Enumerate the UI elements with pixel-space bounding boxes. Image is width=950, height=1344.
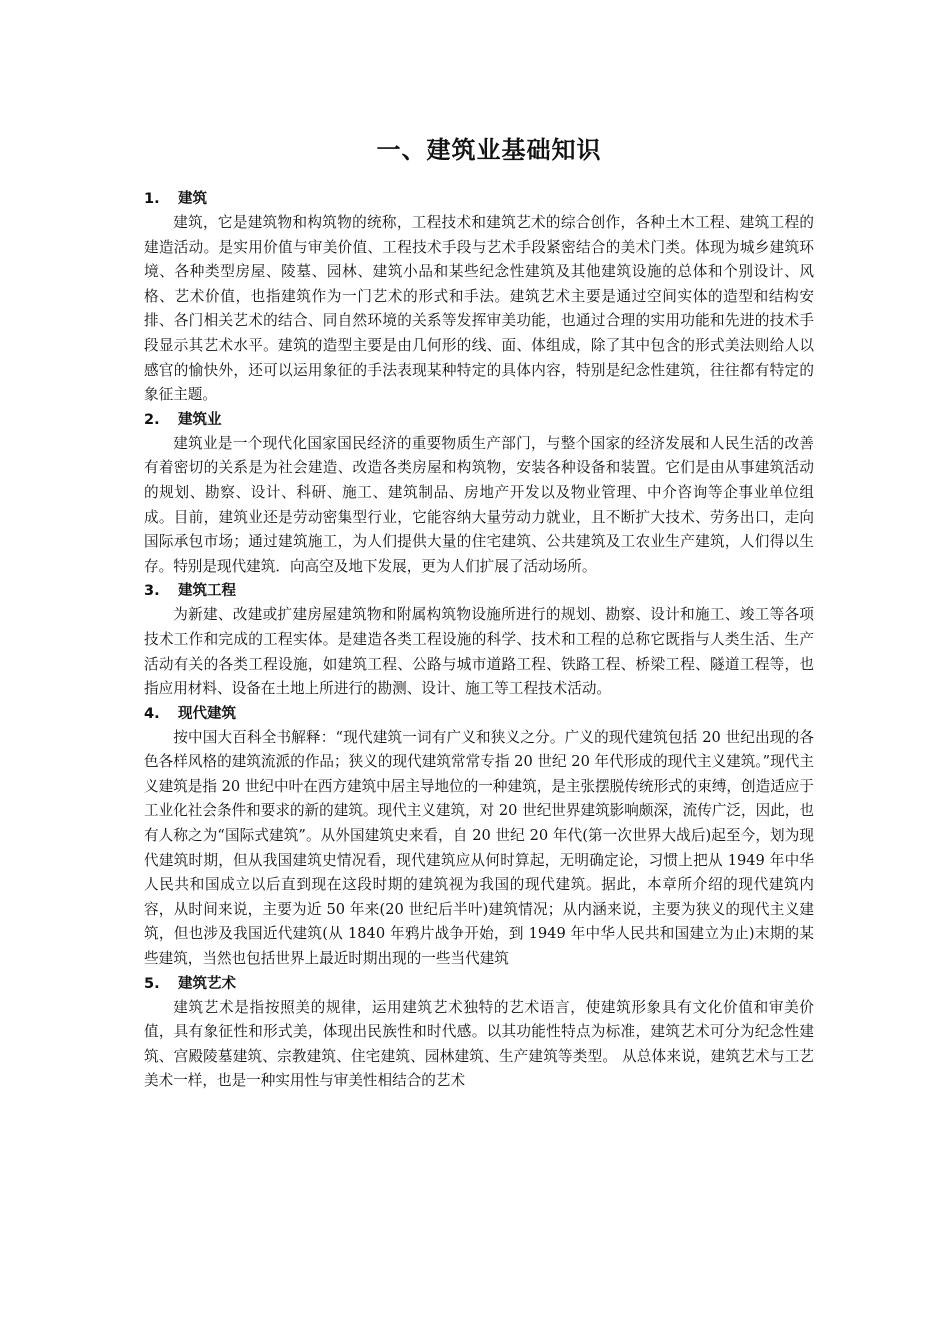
- section-modern-architecture: [144, 702, 814, 972]
- section-number: 3.: [144, 583, 160, 600]
- section-number: 4.: [144, 705, 160, 722]
- section-title: 建筑工程: [178, 583, 236, 600]
- section-heading: [144, 702, 814, 726]
- section-heading: [144, 972, 814, 996]
- section-title: 现代建筑: [178, 705, 236, 722]
- section-heading: [144, 579, 814, 603]
- section-body: 建筑业是一个现代化国家国民经济的重要物质生产部门，与整个国家的经济发展和人民生活的改善有着密切的关系是为社会建造、改造各类房屋和构筑物，安装各种设备和装置。它们是由从事建筑活动的规划、勘察、设计、科研、施工、建筑制品、房地产开发以及物业管理、中介咨询等企事业单位组成。目前，建筑业还是劳动密集型行业，它能容纳大量劳动力就业，且不断扩大技术、劳务出口，走向国际承包市场；通过建筑施工，为人们提供大量的住宅建筑、公共建筑及工农业生产建筑，人们得以生存。特别是现代建筑．向高空及地下发展，更为人们扩展了活动场所。: [144, 434, 814, 575]
- section-body: 为新建、改建或扩建房屋建筑物和附属构筑物设施所进行的规划、勘察、设计和施工、竣工等各项技术工作和完成的工程实体。是建造各类工程设施的科学、技术和工程的总称它既指与人类生活、生产活动有关的各类工程设施，如建筑工程、公路与城市道路工程、铁路工程、桥梁工程、隧道工程等，也指应用材料、设备在土地上所进行的勘测、设计、施工等工程技术活动。: [144, 606, 814, 698]
- section-title: 建筑艺术: [178, 975, 236, 992]
- document-page: [144, 130, 814, 1094]
- section-number: 2.: [144, 411, 160, 428]
- section-body: 建筑，它是建筑物和构筑物的统称，工程技术和建筑艺术的综合创作，各种土木工程、建筑工程的建造活动。是实用价值与审美价值、工程技术手段与艺术手段紧密结合的美术门类。体现为城乡建筑环境、各种类型房屋、陵墓、园林、建筑小品和某些纪念性建筑及其他建筑设施的总体和个别设计、风格、艺术价值，也指建筑作为一门艺术的形式和手法。建筑艺术主要是通过空间实体的造型和结构安排、各门相关艺术的结合、同自然环境的关系等发挥审美功能，也通过合理的实用功能和先进的技术手段显示其艺术水平。建筑的造型主要是由几何形的线、面、体组成，除了其中包含的形式美法则给人以感官的愉快外，还可以运用象征的手法表现某种特定的具体内容，特别是纪念性建筑，往往都有特定的象征主题。: [144, 214, 814, 404]
- section-heading: [144, 408, 814, 432]
- section-construction-industry: [144, 408, 814, 580]
- section-building: [144, 187, 814, 408]
- section-title: 建筑: [178, 191, 207, 207]
- section-body: 按中国大百科全书解释：“现代建筑一词有广义和狭义之分。广义的现代建筑包括 20 世纪出现的各色各样风格的建筑流派的作品；狭义的现代建筑常常专指 20 世纪 20 年代形成的现代主义建筑。”现代主义建筑是指 20 世纪中叶在西方建筑中居主导地位的一种建筑，是主张摆脱传统形式的束缚，创造适应于工业化社会条件和要求的新的建筑。现代主义建筑，对 20 世纪世界建筑影响颇深，流传广泛，因此，也有人称之为“国际式建筑”。从外国建筑史来看，自 20 世纪 20 年代(第一次世界大战后)起至今，划为现代建筑时期，但从我国建筑史情况看，现代建筑应从何时算起，无明确定论，习惯上把从 1949 年中华人民共和国成立以后直到现在这段时期的建筑视为我国的现代建筑。据此，本章所介绍的现代建筑内容，从时间来说，主要为近 50 年来(20 世纪后半叶)建筑情况；从内涵来说，主要为狭义的现代主义建筑，但也涉及我国近代建筑(从 1840 年鸦片战争开始，到 1949 年中华人民共和国建立为止)末期的某些建筑，当然也包括世界上最近时期出现的一些当代建筑: [144, 728, 814, 968]
- section-heading: [144, 187, 814, 211]
- section-construction-engineering: [144, 579, 814, 701]
- section-body: 建筑艺术是指按照美的规律，运用建筑艺术独特的艺术语言，使建筑形象具有文化价值和审美价值，具有象征性和形式美，体现出民族性和时代感。以其功能性特点为标准，建筑艺术可分为纪念性建筑、宫殿陵墓建筑、宗教建筑、住宅建筑、园林建筑、生产建筑等类型。 从总体来说，建筑艺术与工艺美术一样，也是一种实用性与审美性相结合的艺术: [144, 998, 814, 1090]
- section-number: 1.: [144, 191, 160, 207]
- section-number: 5.: [144, 975, 160, 992]
- document-title: 一、建筑业基础知识: [376, 136, 602, 164]
- section-title: 建筑业: [178, 411, 222, 428]
- section-architectural-art: [144, 972, 814, 1094]
